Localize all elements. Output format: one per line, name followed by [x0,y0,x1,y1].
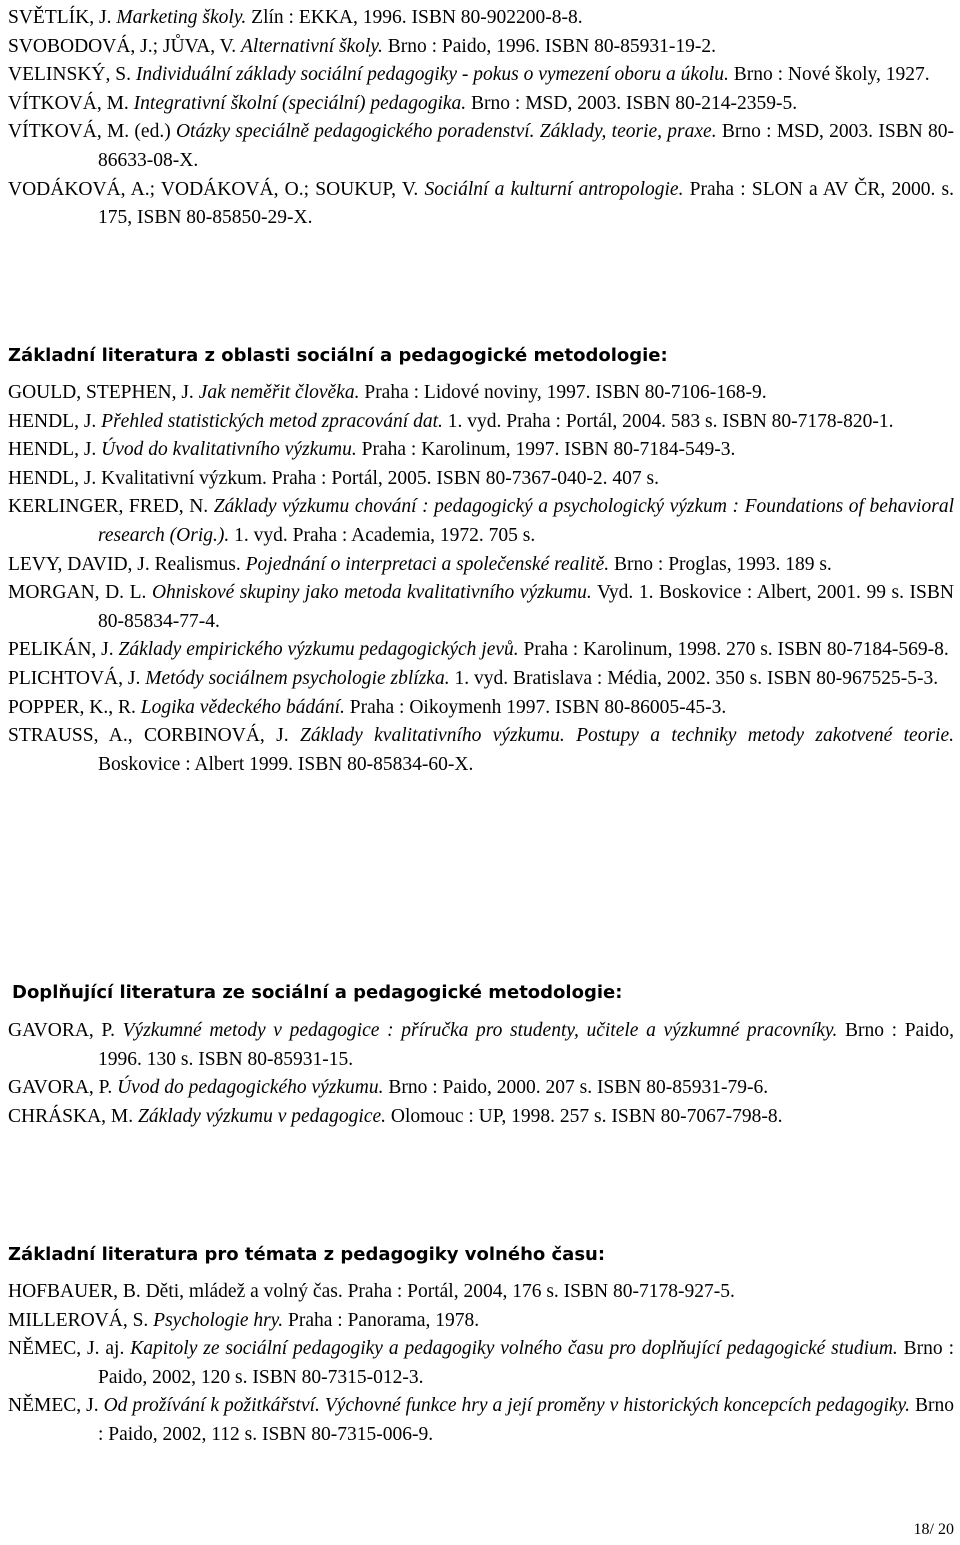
reference-entry [8,1335,954,1392]
reference-entry [8,551,954,580]
section-heading-supplementary: Doplňující literatura ze sociální a pedagogické metodologie: [12,982,623,1003]
reference-entry [8,33,954,62]
reference-publication: 1. vyd. Praha : Academia, 1972. 705 s. [229,524,536,546]
reference-title: Základy kvalitativního výzkumu. Postupy a techniky metody zakotvené teorie. [299,725,954,747]
reference-entry [8,1074,954,1103]
reference-publication: Praha : SLON a AV ČR, 2000. s. 175, ISBN 80-85850-29-X. [98,178,955,229]
reference-publication: Praha : Oikoymenh 1997. ISBN 80-86005-45-3. [344,696,727,718]
reference-title: Otázky speciálně pedagogického poradenství. Základy, teorie, praxe. [175,121,717,143]
reference-publication: Brno : Paido, 1996. ISBN 80-85931-19-2. [382,35,716,57]
reference-author: NĚMEC, J. aj. [8,1338,131,1360]
page-number: 18/ 20 [913,1521,954,1538]
reference-title: Úvod do kvalitativního výzkumu. [101,439,357,461]
reference-author: HENDL, J. Kvalitativní výzkum. Praha : Portál, 2005. ISBN 80-7367-040-2. 407 s. [8,467,660,489]
reference-author: HOFBAUER, B. Děti, mládež a volný čas. Praha : Portál, 2004, 176 s. ISBN 80-7178-927-5. [8,1281,735,1302]
reference-title: Jak neměřit člověka. [198,382,360,403]
reference-entry [8,1307,954,1336]
reference-title: Sociální a kulturní antropologie. [424,178,684,200]
reference-author: GAVORA, P. [8,1077,118,1099]
reference-author: PELIKÁN, J. [8,639,119,661]
reference-publication: Brno : MSD, 2003. ISBN 80-214-2359-5. [466,92,798,114]
reference-entry [8,465,954,494]
reference-title: Individuální základy sociální pedagogiky - pokus o vymezení oboru a úkolu. [135,64,729,86]
reference-publication: Brno : Nové školy, 1927. [728,64,930,86]
reference-publication: Vyd. 1. Boskovice : Albert, 2001. 99 s. ISBN 80-85834-77-4. [98,582,954,632]
reference-author: PLICHTOVÁ, J. [8,667,146,689]
reference-entry [8,636,954,665]
reference-entry [8,176,954,233]
reference-entry [8,61,954,90]
reference-publication: Brno : Proglas, 1993. 189 s. [609,553,832,575]
reference-publication: Brno : MSD, 2003. ISBN 80-86633-08-X. [98,121,955,171]
reference-title: Základy výzkumu chování : pedagogický a psychologický výzkum : Foundations of behavioral research (Orig.). [98,496,954,546]
reference-publication: Brno : Paido, 2000. 207 s. ISBN 80-85931-79-6. [383,1077,769,1099]
reference-author: MILLEROVÁ, S. [8,1309,154,1331]
reference-publication: Zlín : EKKA, 1996. ISBN 80-902200-8-8. [246,7,583,28]
reference-title: Kapitoly ze sociální pedagogiky a pedagogiky volného času pro doplňující pedagogické studium. [130,1338,898,1360]
reference-entry [8,1017,954,1074]
reference-title: Integrativní školní (speciální) pedagogika. [133,92,467,114]
reference-list-methodology [8,379,954,779]
reference-title: Ohniskové skupiny jako metoda kvalitativního výzkumu. [151,582,592,604]
reference-author: CHRÁSKA, M. [8,1105,139,1127]
reference-author: VELINSKÝ, S. [8,64,136,86]
reference-title: Úvod do pedagogického výzkumu. [117,1077,384,1099]
reference-list-supplementary [8,1017,954,1131]
reference-publication: Brno : Paido, 2002, 112 s. ISBN 80-7315-006-9. [98,1395,954,1445]
reference-author: HENDL, J. [8,439,102,461]
reference-author: VODÁKOVÁ, A.; VODÁKOVÁ, O.; SOUKUP, V. [8,178,425,200]
reference-author: NĚMEC, J. [8,1395,104,1417]
reference-entry [8,408,954,437]
reference-author: MORGAN, D. L. [8,582,152,604]
reference-publication: Praha : Karolinum, 1997. ISBN 80-7184-549-3. [356,439,736,461]
reference-entry [8,722,954,779]
reference-title: Základy empirického výzkumu pedagogických jevů. [118,639,519,661]
reference-author: GOULD, STEPHEN, J. [8,382,199,403]
reference-author: STRAUSS, A., CORBINOVÁ, J. [8,725,300,747]
reference-author: KERLINGER, FRED, N. [8,496,214,518]
reference-author: POPPER, K., R. [8,696,141,718]
reference-title: Výzkumné metody v pedagogice : příručka pro studenty, učitele a výzkumné pracovníky. [122,1020,838,1041]
section-heading-methodology: Základní literatura z oblasti sociální a pedagogické metodologie: [8,345,668,366]
reference-author: HENDL, J. [8,410,102,432]
reference-entry [8,4,954,33]
reference-author: SVOBODOVÁ, J.; JŮVA, V. [8,35,241,57]
section-heading-leisure: Základní literatura pro témata z pedagogiky volného času: [8,1244,606,1265]
reference-author: GAVORA, P. [8,1020,123,1041]
reference-publication: Brno : Paido, 1996. 130 s. ISBN 80-85931-15. [98,1020,954,1070]
reference-title: Pojednání o interpretaci a společenské realitě. [245,553,610,575]
reference-list-continued [8,4,954,233]
reference-entry [8,379,954,408]
reference-title: Od prožívání k požitkářství. Výchovné funkce hry a její proměny v historických koncepcích pedagogiky. [103,1395,910,1417]
reference-publication: Boskovice : Albert 1999. ISBN 80-85834-60-X. [98,753,474,775]
reference-publication: Brno : Paido, 2002, 120 s. ISBN 80-7315-012-3. [98,1338,954,1388]
reference-publication: Olomouc : UP, 1998. 257 s. ISBN 80-7067-798-8. [386,1105,783,1127]
reference-entry [8,579,954,636]
reference-author: LEVY, DAVID, J. Realismus. [8,553,246,575]
reference-title: Metódy sociálnem psychologie zblízka. [145,667,450,689]
reference-entry [8,665,954,694]
reference-title: Logika vědeckého bádání. [140,696,345,718]
reference-entry [8,493,954,550]
reference-entry [8,118,954,175]
reference-publication: Praha : Karolinum, 1998. 270 s. ISBN 80-7184-569-8. [518,639,949,661]
reference-publication: Praha : Panorama, 1978. [283,1309,480,1331]
reference-publication: 1. vyd. Bratislava : Média, 2002. 350 s. ISBN 80-967525-5-3. [449,667,939,689]
reference-author: SVĚTLÍK, J. [8,7,117,28]
reference-title: Psychologie hry. [153,1309,284,1331]
reference-publication: Praha : Lidové noviny, 1997. ISBN 80-7106-168-9. [359,382,767,403]
reference-entry [8,1103,954,1132]
reference-entry [8,1392,954,1449]
reference-entry [8,436,954,465]
reference-list-leisure [8,1278,954,1450]
reference-author: VÍTKOVÁ, M. (ed.) [8,121,176,143]
reference-title: Základy výzkumu v pedagogice. [138,1105,387,1127]
reference-entry [8,694,954,723]
reference-publication: 1. vyd. Praha : Portál, 2004. 583 s. ISBN 80-7178-820-1. [442,410,894,432]
reference-entry [8,1278,954,1307]
reference-entry [8,90,954,119]
reference-author: VÍTKOVÁ, M. [8,92,134,114]
reference-title: Marketing školy. [116,7,247,28]
reference-title: Přehled statistických metod zpracování dat. [101,410,443,432]
reference-title: Alternativní školy. [240,35,383,57]
